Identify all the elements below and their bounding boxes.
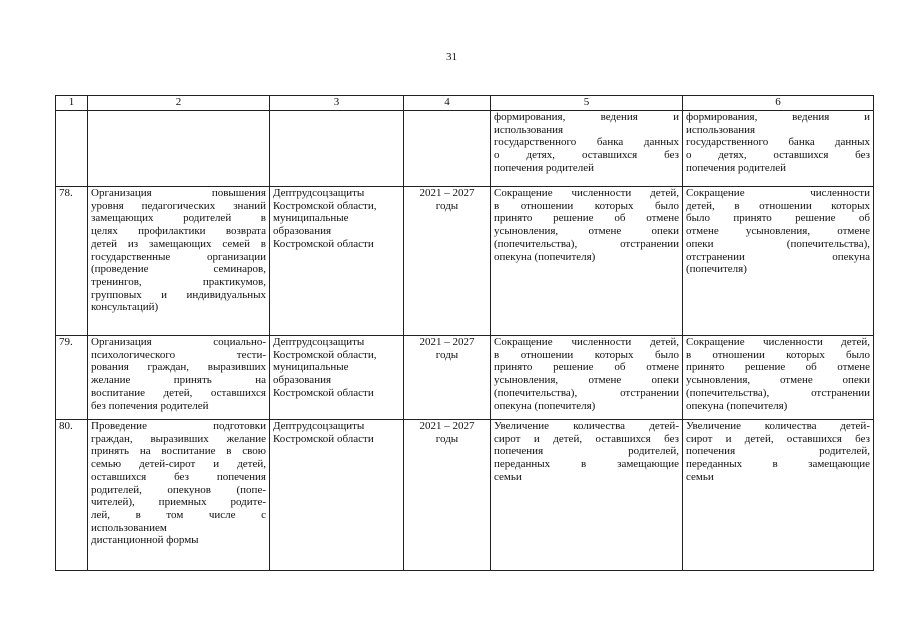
cell-text-line: опеки (попечительства), [686, 237, 870, 250]
header-cell: 5 [491, 96, 683, 111]
result-2027-cell [683, 336, 874, 420]
cell-text-line: родителей, опекунов (попе- [91, 483, 266, 496]
result-2021-cell [491, 111, 683, 187]
result-2027-cell [683, 111, 874, 187]
row-number-cell [56, 111, 88, 187]
cell-text-line: использованием [91, 521, 167, 534]
cell-text-line: Проведение подготовки [91, 420, 266, 432]
cell-text-line: использования [686, 123, 756, 136]
result-2021-cell [491, 336, 683, 420]
cell-text-line: муниципальные [273, 361, 349, 374]
cell-text-line: (попечительства), отстранении [686, 386, 870, 399]
cell-text-line: принято решение об отмене [494, 212, 679, 225]
cell-text-line: Дептрудсоцзащиты [273, 420, 365, 432]
cell-text-line: попечения родителей [686, 161, 786, 174]
measures-table [55, 95, 874, 571]
cell-text-line: тренингов, практикумов, [91, 275, 266, 288]
cell-text-line: образования [273, 374, 332, 387]
cell-text-line: Сокращение численности детей, [494, 336, 679, 348]
period-cell [404, 336, 491, 420]
cell-text-line: усыновления, отмене опеки [686, 374, 870, 387]
header-cell: 3 [270, 96, 404, 111]
cell-text-line: о детях, оставшихся без [494, 149, 679, 162]
cell-text-line: Костромской области [273, 432, 374, 445]
cell-text-line: государственного банка данных [686, 136, 870, 149]
cell-text-line: целях профилактики возврата [91, 225, 266, 238]
cell-text-line: опекуна (попечителя) [494, 399, 596, 412]
cell-text-line: Костромской области, [273, 348, 377, 361]
measure-cell [88, 420, 270, 571]
cell-text-line: без попечения родителей [91, 399, 209, 412]
cell-text-line: Костромской области [273, 237, 374, 250]
measure-cell [88, 336, 270, 420]
cell-text-line: муниципальные [273, 212, 349, 225]
cell-text-line: Костромской области, [273, 199, 377, 212]
cell-text-line: принято решение об отмене [494, 361, 679, 374]
cell-text-line: граждан, выразивших желание [91, 432, 266, 445]
period-cell [404, 187, 491, 336]
cell-text-line: Сокращение численности [686, 187, 870, 199]
cell-text-line: чителей), приемных родите- [91, 496, 266, 509]
table-row [56, 111, 874, 187]
cell-text-line: в отношении которых было [686, 348, 870, 361]
cell-text-line: 2021 – 2027 [419, 420, 475, 432]
cell-text-line: переданных в замещающие [686, 458, 870, 471]
cell-text-line: уровня педагогических знаний [91, 199, 266, 212]
cell-text-line: Костромской области [273, 386, 374, 399]
cell-text-line: попечения родителей [494, 161, 594, 174]
cell-text-line: в отношении которых было [494, 348, 679, 361]
cell-text-line: консультаций) [91, 301, 159, 314]
cell-text-line: замещающих родителей в [91, 212, 266, 225]
period-cell [404, 420, 491, 571]
cell-text-line: усыновления, отмене опеки [494, 374, 679, 387]
result-2021-cell [491, 187, 683, 336]
cell-text-line: образования [273, 225, 332, 238]
cell-text-line: государственные организации [91, 250, 266, 263]
cell-text-line: использования [494, 123, 564, 136]
header-cell: 2 [88, 96, 270, 111]
result-2027-cell [683, 420, 874, 571]
cell-text-line: отмене усыновления, отмене [686, 225, 870, 238]
cell-text-line: в отношении которых было [494, 199, 679, 212]
cell-text-line: опекуна (попечителя) [686, 399, 788, 412]
cell-text-line: семьи [494, 470, 522, 483]
period-cell [404, 111, 491, 187]
cell-text-line: отстранении опекуна [686, 250, 870, 263]
cell-text-line: (проведение семинаров, [91, 263, 266, 276]
cell-text-line: годы [435, 432, 459, 445]
cell-text-line: (попечительства), отстранении [494, 237, 679, 250]
executor-cell [270, 336, 404, 420]
table-header-row [56, 96, 874, 111]
cell-text-line: групповых и индивидуальных [91, 288, 266, 301]
cell-text-line: детей из замещающих семей в [91, 237, 266, 250]
result-2027-cell [683, 187, 874, 336]
cell-text-line: воспитание детей, оставшихся [91, 386, 266, 399]
cell-text-line: Увеличение количества детей- [686, 420, 870, 432]
cell-text-line: желание принять на [91, 374, 266, 387]
measure-cell [88, 111, 270, 187]
cell-text-line: формирования, ведения и [686, 111, 870, 123]
table-row [56, 336, 874, 420]
cell-text-line: Дептрудсоцзащиты [273, 336, 365, 348]
cell-text-line: принято решение об отмене [686, 361, 870, 374]
cell-text-line: 2021 – 2027 [419, 187, 475, 199]
table-row [56, 187, 874, 336]
cell-text-line: Сокращение численности детей, [686, 336, 870, 348]
executor-cell [270, 111, 404, 187]
cell-text-line: рования граждан, выразивших [91, 361, 266, 374]
cell-text-line: 2021 – 2027 [419, 336, 475, 348]
table-row [56, 420, 874, 571]
cell-text-line: лей, в том числе с [91, 508, 266, 521]
cell-text-line: сирот и детей, оставшихся без [686, 432, 870, 445]
cell-text-line: оставшихся без попечения [91, 470, 266, 483]
cell-text-line: попечения родителей, [686, 445, 870, 458]
cell-text-line: годы [435, 199, 459, 212]
cell-text-line: было принято решение об [686, 212, 870, 225]
cell-text-line: Дептрудсоцзащиты [273, 187, 365, 199]
cell-text-line: Организация повышения [91, 187, 266, 199]
cell-text-line: опекуна (попечителя) [494, 250, 596, 263]
row-number-cell: 78. [56, 187, 88, 336]
cell-text-line: детей, в отношении которых [686, 199, 870, 212]
header-cell: 1 [56, 96, 88, 111]
result-2021-cell [491, 420, 683, 571]
cell-text-line: Увеличение количества детей- [494, 420, 679, 432]
cell-text-line: дистанционной формы [91, 534, 199, 547]
header-cell: 4 [404, 96, 491, 111]
header-cell: 6 [683, 96, 874, 111]
cell-text-line: усыновления, отмене опеки [494, 225, 679, 238]
cell-text-line: семью детей-сирот и детей, [91, 458, 266, 471]
cell-text-line: государственного банка данных [494, 136, 679, 149]
cell-text-line: психологического тести- [91, 348, 266, 361]
cell-text-line: принять на воспитание в свою [91, 445, 266, 458]
cell-text-line: попечения родителей, [494, 445, 679, 458]
cell-text-line: (попечительства), отстранении [494, 386, 679, 399]
cell-text-line: о детях, оставшихся без [686, 149, 870, 162]
cell-text-line: сирот и детей, оставшихся без [494, 432, 679, 445]
cell-text-line: Сокращение численности детей, [494, 187, 679, 199]
cell-text-line: формирования, ведения и [494, 111, 679, 123]
row-number-cell: 80. [56, 420, 88, 571]
row-number-cell: 79. [56, 336, 88, 420]
cell-text-line: годы [435, 348, 459, 361]
executor-cell [270, 187, 404, 336]
cell-text-line: переданных в замещающие [494, 458, 679, 471]
cell-text-line: семьи [686, 470, 714, 483]
executor-cell [270, 420, 404, 571]
page-number: 31 [446, 51, 457, 63]
measure-cell [88, 187, 270, 336]
cell-text-line: Организация социально- [91, 336, 266, 348]
cell-text-line: (попечителя) [686, 263, 747, 276]
